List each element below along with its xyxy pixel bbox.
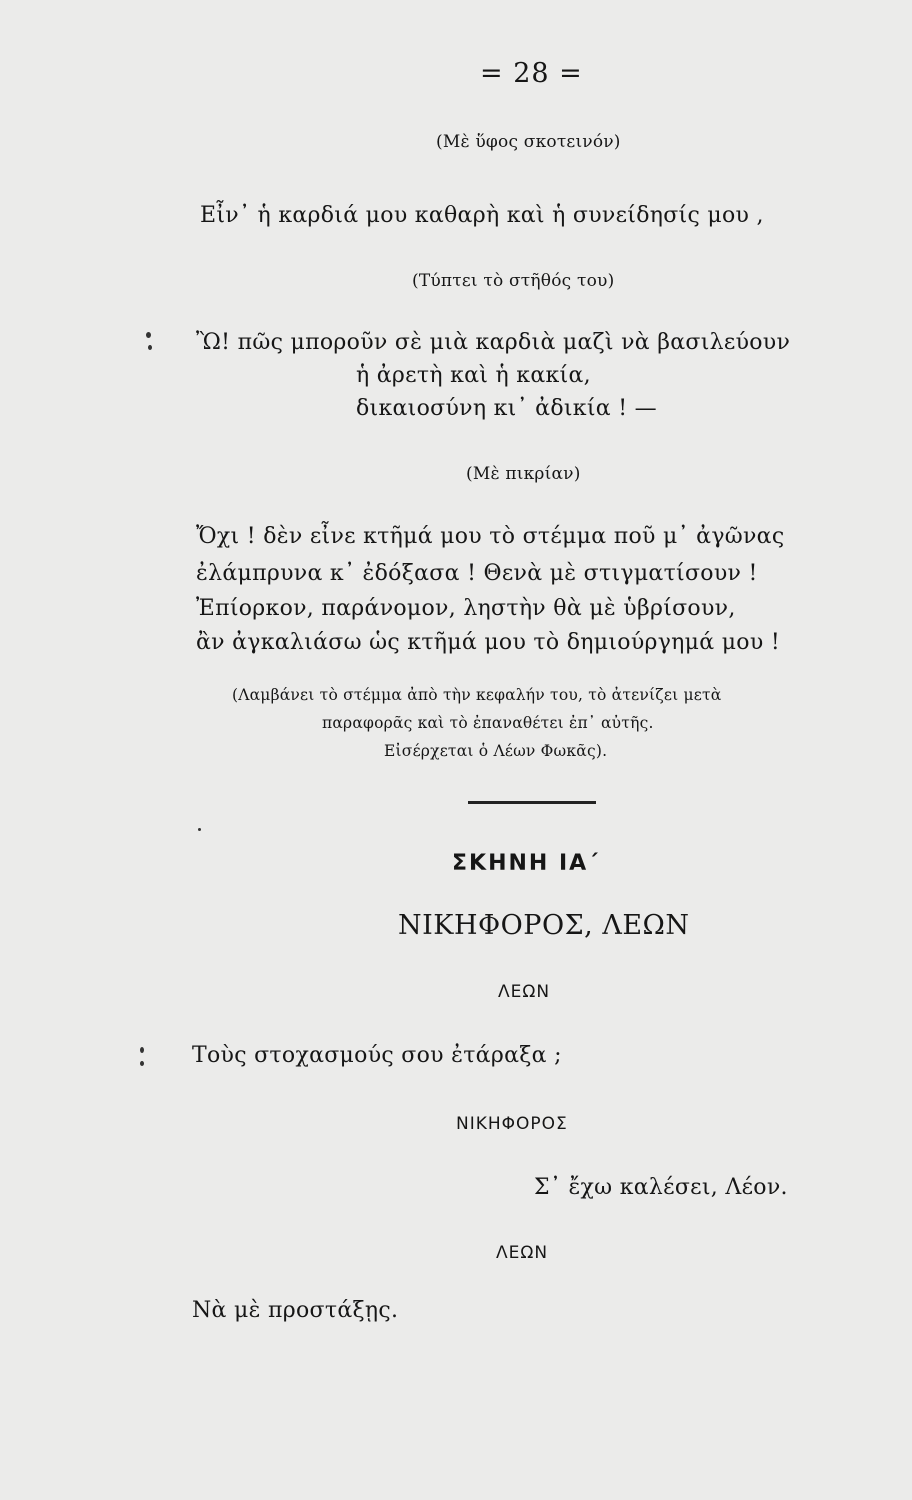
verse-line: ἂν ἀγκαλιάσω ὡς κτῆμά μου τὸ δημιούργημά μου ! [196, 630, 780, 655]
scene-characters: ΝΙΚΗΦΟΡΟΣ, ΛΕΩΝ [398, 910, 690, 941]
dialogue-line: Σ᾽ ἔχω καλέσει, Λέον. [534, 1175, 788, 1200]
dialogue-line: Τοὺς στοχασμούς σου ἐτάραξα ; [192, 1043, 562, 1068]
stage-direction: (Μὲ πικρίαν) [466, 464, 581, 484]
verse-line: δικαιοσύνη κι᾽ ἀδικία ! — [356, 396, 657, 421]
stage-direction: (Λαμβάνει τὸ στέμμα ἀπὸ τὴν κεφαλήν του, τὸ ἀτενίζει μετὰ [232, 686, 722, 704]
verse-line: Εἶν᾽ ἡ καρδιά μου καθαρὴ καὶ ἡ συνείδησίς μου , [200, 203, 764, 228]
scene-title: ΣΚΗΝΗ ΙΑ΄ [452, 851, 600, 876]
stage-direction: (Τύπτει τὸ στῆθός του) [412, 271, 615, 291]
stage-direction: παραφορᾶς καὶ τὸ ἐπαναθέτει ἐπ᾽ αὐτῆς. [322, 714, 654, 732]
print-speck [148, 345, 152, 350]
print-speck [146, 332, 151, 338]
dialogue-line: Νὰ μὲ προστάξῃς. [192, 1298, 399, 1323]
stage-direction: Εἰσέρχεται ὁ Λέων Φωκᾶς). [384, 742, 608, 760]
page-number: = 28 = [480, 58, 583, 89]
speaker-name: ΝΙΚΗΦΟΡΟΣ [456, 1114, 568, 1134]
print-speck [140, 1061, 144, 1066]
print-speck [198, 828, 201, 831]
print-speck [140, 1047, 144, 1053]
verse-line: ἡ ἀρετὴ καὶ ἡ κακία, [356, 363, 591, 388]
speaker-name: ΛΕΩΝ [496, 1243, 549, 1263]
speaker-name: ΛΕΩΝ [498, 982, 551, 1002]
verse-line: Ἐπίορκον, παράνομον, ληστὴν θὰ μὲ ὑβρίσουν, [196, 596, 736, 621]
verse-line: ἐλάμπρυνα κ᾽ ἐδόξασα ! Θενὰ μὲ στιγματίσουν ! [196, 561, 758, 586]
verse-line: Ὄχι ! δὲν εἶνε κτῆμά μου τὸ στέμμα ποῦ μ᾽ ἀγῶνας [196, 524, 785, 549]
verse-line: Ὢ! πῶς μποροῦν σὲ μιὰ καρδιὰ μαζὶ νὰ βασιλεύουν [196, 330, 791, 355]
section-divider [468, 801, 596, 804]
stage-direction: (Μὲ ὕφος σκοτεινόν) [436, 132, 621, 152]
